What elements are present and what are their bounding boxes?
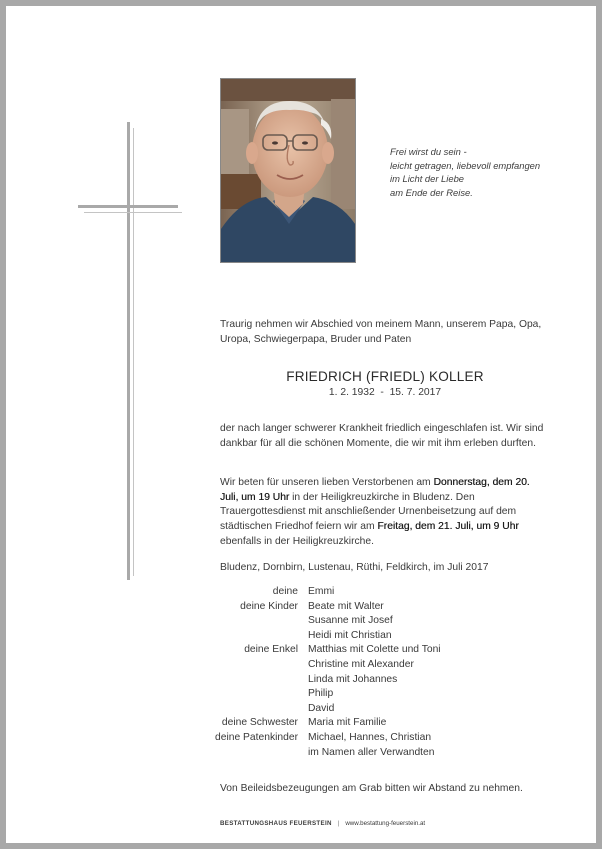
- family-row: [206, 614, 566, 629]
- family-row: [206, 746, 566, 761]
- family-name: Susanne mit Josef: [308, 615, 393, 627]
- family-row: [206, 629, 566, 644]
- family-row: [206, 658, 566, 673]
- service-paragraph: [220, 476, 550, 550]
- family-role: [206, 629, 308, 644]
- family-row: [206, 687, 566, 702]
- poem: [390, 145, 590, 199]
- poem-line: leicht getragen, liebevoll empfangen: [390, 159, 541, 171]
- portrait-photo-image: [221, 79, 356, 263]
- family-row: [206, 643, 566, 658]
- family-role: [206, 702, 308, 717]
- family-name: Emmi: [308, 586, 335, 597]
- service-text-1: Wir beten für unseren lieben Verstorbenen am: [220, 477, 434, 488]
- family-name: David: [308, 702, 335, 714]
- portrait-photo: [220, 78, 356, 263]
- life-dates: 1. 2. 1932 - 15. 7. 2017: [328, 387, 442, 398]
- intro-text: Traurig nehmen wir Abschied von meinem Mann, unserem Papa, Opa, Uropa, Schwiegerpapa, Bruder und Paten: [220, 319, 542, 345]
- family-role: [206, 658, 308, 673]
- family-row: [206, 716, 566, 731]
- family-name: Philip: [308, 688, 334, 700]
- funeral-date: Freitag, dem 21. Juli, um 9 Uhr: [377, 521, 519, 533]
- family-role: [206, 746, 308, 761]
- farewell-paragraph: der nach langer schwerer Krankheit friedlich eingeschlafen ist. Wir sind dankbar für all die schönen Momente, die wir mit ihm erleben durften.: [220, 423, 544, 449]
- family-name: Michael, Hannes, Christian: [308, 731, 432, 743]
- funeral-home-website[interactable]: www.bestattung-feuerstein.at: [345, 820, 426, 827]
- poem-line: Frei wirst du sein -: [390, 146, 467, 157]
- family-row: [206, 702, 566, 717]
- family-name: Matthias mit Colette und Toni: [308, 644, 441, 656]
- deceased-block: [220, 368, 550, 400]
- funeral-home-name: BESTATTUNGSHAUS FEUERSTEIN: [220, 820, 332, 827]
- family-role: [206, 687, 308, 702]
- service-text-2: in der Heiligkreuzkirche in Bludenz. Den Trauergottesdienst mit anschließender Urnenbeisetzung auf dem städtischen Friedhof feiern wir am: [220, 491, 517, 533]
- family-role: [206, 673, 308, 688]
- family-name: Beate mit Walter: [308, 600, 384, 612]
- closing-note: Von Beileidsbezeugungen am Grab bitten wir Abstand zu nehmen.: [220, 783, 523, 794]
- family-name: Christine mit Alexander: [308, 658, 414, 670]
- deceased-name: FRIEDRICH (FRIEDL) KOLLER: [286, 369, 484, 384]
- family-name: im Namen aller Verwandten: [308, 746, 435, 758]
- family-row: [206, 731, 566, 746]
- family-role: deine Enkel: [244, 644, 298, 656]
- family-row: [206, 585, 566, 600]
- footer-separator: |: [337, 820, 340, 827]
- cross-horizontal-line: [84, 212, 182, 213]
- place-date: Bludenz, Dornbirn, Lustenau, Rüthi, Feldkirch, im Juli 2017: [220, 562, 489, 573]
- cross-vertical-bar: [127, 122, 130, 580]
- family-role: deine Kinder: [240, 600, 298, 612]
- poem-line: im Licht der Liebe: [390, 173, 464, 185]
- family-list: [206, 585, 566, 760]
- family-role: deine: [272, 586, 298, 597]
- family-name: Linda mit Johannes: [308, 673, 398, 685]
- family-name: Maria mit Familie: [308, 717, 387, 729]
- family-row: [206, 673, 566, 688]
- footer: [220, 820, 425, 827]
- prayer-date: Donnerstag, dem 20. Juli, um 19 Uhr: [220, 477, 530, 503]
- cross-vertical-line: [133, 128, 134, 576]
- family-role: deine Schwester: [221, 717, 298, 729]
- family-role: deine Patenkinder: [214, 731, 298, 743]
- poem-line: am Ende der Reise.: [390, 186, 473, 198]
- cross-horizontal-bar: [78, 205, 178, 208]
- family-name: Heidi mit Christian: [308, 629, 392, 641]
- service-text-3: ebenfalls in der Heiligkreuzkirche.: [220, 535, 374, 547]
- family-row: [206, 600, 566, 615]
- family-role: [206, 614, 308, 629]
